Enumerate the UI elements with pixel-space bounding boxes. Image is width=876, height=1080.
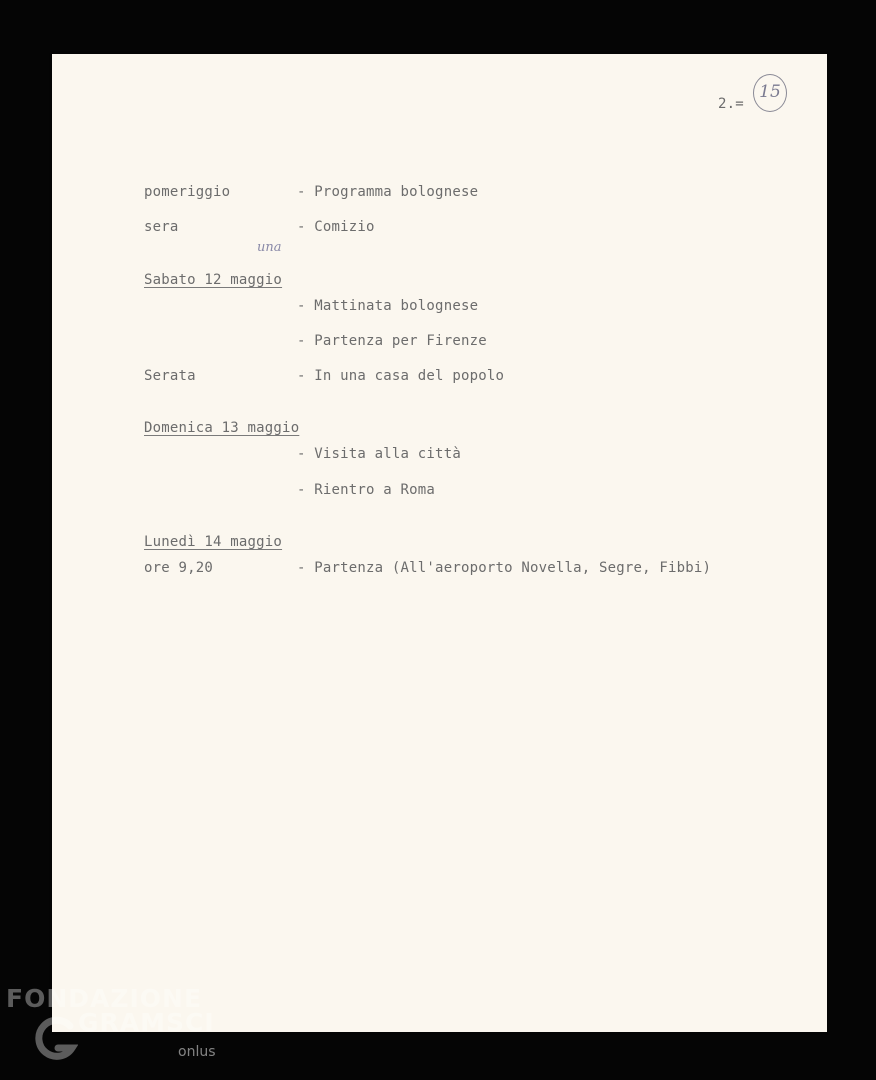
day-heading: Sabato 12 maggio (144, 272, 283, 288)
entry-text: - Programma bolognese (297, 184, 479, 200)
entry-text: - Comizio (297, 219, 375, 235)
day-heading: Lunedì 14 maggio (144, 534, 283, 550)
handwritten-note: una (257, 240, 282, 255)
entry-label: pomeriggio (144, 184, 231, 200)
entry-text: - In una casa del popolo (297, 368, 505, 384)
entry-text: - Rientro a Roma (297, 482, 436, 498)
document-page (52, 54, 827, 1032)
fondazione-gramsci-watermark (6, 984, 221, 1080)
watermark-line3: onlus (178, 1044, 216, 1060)
folio-stamp: 15 (753, 74, 787, 112)
entry-text: - Partenza (All'aeroporto Novella, Segre, Fibbi) (297, 560, 712, 576)
g-logo-icon (34, 1014, 78, 1064)
entry-text: - Mattinata bolognese (297, 298, 479, 314)
entry-label: ore 9,20 (144, 560, 214, 576)
watermark-line1: FONDAZIONE (6, 984, 203, 1013)
entry-label: Serata (144, 368, 196, 384)
entry-label: sera (144, 219, 179, 235)
entry-text: - Partenza per Firenze (297, 333, 487, 349)
watermark-line2: GRAMSCI (78, 1008, 215, 1037)
entry-text: - Visita alla città (297, 446, 461, 462)
day-heading: Domenica 13 maggio (144, 420, 300, 436)
page-number: 2.= (718, 96, 744, 112)
